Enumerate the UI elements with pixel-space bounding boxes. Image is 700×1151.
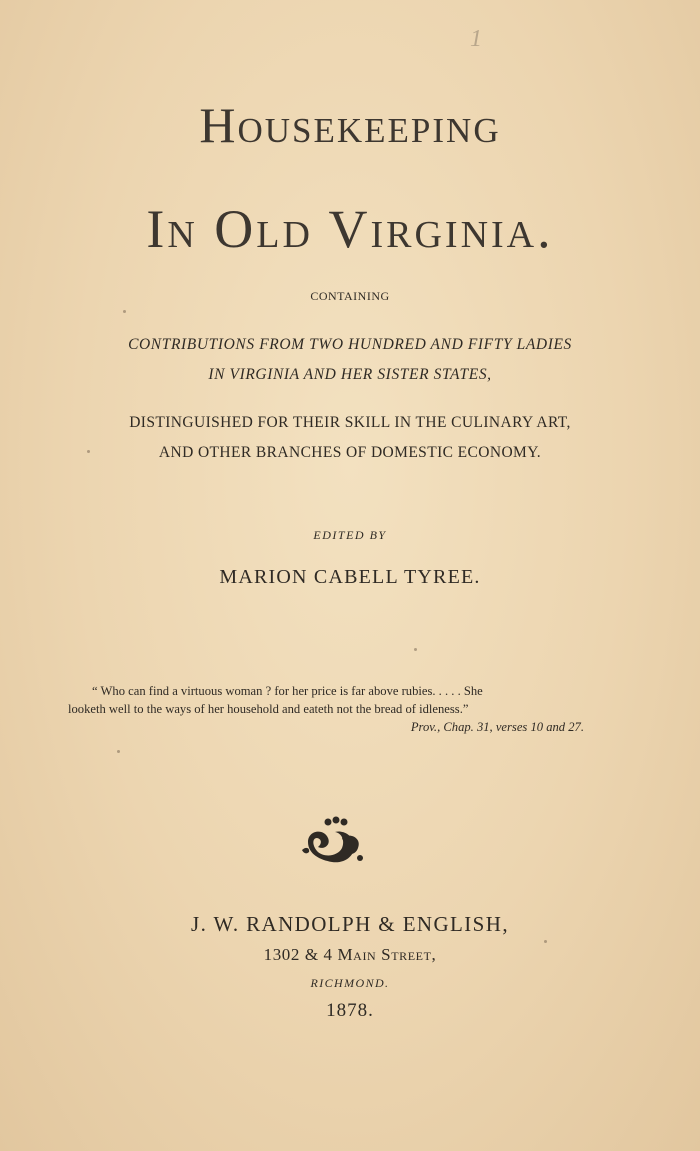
epigraph-line-1: “ Who can find a virtuous woman ? for her price is far above rubies. . . . . She: [92, 684, 483, 698]
paper-speck: [123, 310, 126, 313]
distinguished-line-1: DISTINGUISHED FOR THEIR SKILL IN THE CULINARY ART,: [129, 414, 571, 431]
paper-speck: [544, 940, 547, 943]
edited-by-label: EDITED BY: [313, 528, 387, 542]
page-number: 1: [470, 26, 482, 52]
title-line-2: In Old Virginia.: [146, 199, 554, 259]
contributions-line-2: IN VIRGINIA AND HER SISTER STATES,: [208, 366, 492, 383]
printer-ornament-icon: [298, 812, 370, 870]
publication-year: 1878.: [326, 1000, 374, 1021]
publisher-address: 1302 & 4 Main Street,: [263, 945, 437, 964]
title-line-1: Housekeeping: [199, 97, 501, 153]
epigraph-citation: Prov., Chap. 31, verses 10 and 27.: [410, 720, 584, 734]
editor-name: MARION CABELL TYREE.: [219, 566, 481, 588]
publisher-name: J. W. RANDOLPH & ENGLISH,: [191, 912, 509, 936]
paper-speck: [117, 750, 120, 753]
containing-label: CONTAINING: [310, 289, 390, 303]
publisher-city: RICHMOND.: [310, 976, 390, 990]
contributions-line-1: CONTRIBUTIONS FROM TWO HUNDRED AND FIFTY LADIES: [128, 336, 572, 353]
paper-speck: [414, 648, 417, 651]
epigraph-line-2: looketh well to the ways of her household and eateth not the bread of idleness.”: [68, 702, 469, 716]
paper-speck: [87, 450, 90, 453]
distinguished-line-2: AND OTHER BRANCHES OF DOMESTIC ECONOMY.: [158, 444, 542, 461]
